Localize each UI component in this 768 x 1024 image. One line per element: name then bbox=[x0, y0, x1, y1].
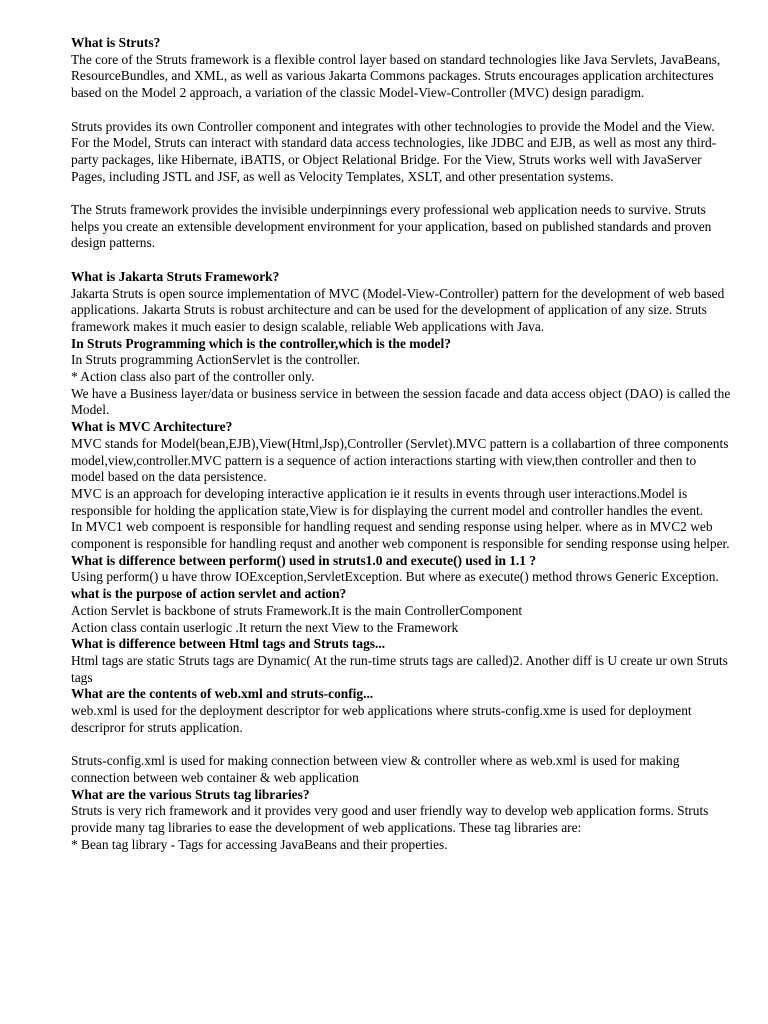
body-paragraph: Struts is very rich framework and it provides very good and user friendly way to develop web application forms. Struts provide many tag libraries to ease the development of web applications. These tag libraries are: bbox=[71, 803, 709, 835]
paragraph-spacer bbox=[71, 736, 733, 753]
document-section bbox=[71, 787, 733, 854]
document-section bbox=[71, 336, 733, 420]
document-section bbox=[71, 269, 733, 336]
section-heading: What are the contents of web.xml and struts-config... bbox=[71, 686, 374, 702]
body-paragraph: The Struts framework provides the invisible underpinnings every professional web application needs to survive. Struts helps you create an extensible development environment for your application, based on published standards and proven design patterns. bbox=[71, 202, 712, 251]
body-paragraph: web.xml is used for the deployment descriptor for web applications where struts-config.xme is used for deployment descripror for struts application. bbox=[71, 703, 692, 735]
paragraph-spacer bbox=[71, 252, 733, 269]
paragraph-spacer bbox=[71, 102, 733, 119]
body-paragraph: MVC stands for Model(bean,EJB),View(Html,Jsp),Controller (Servlet).MVC pattern is a collabartion of three components model,view,controller.MVC pattern is a sequence of action interactions starting with view,then controller and then to model based on the data persistence. bbox=[71, 435, 729, 485]
body-paragraph: * Bean tag library - Tags for accessing JavaBeans and their properties. bbox=[71, 836, 448, 852]
document-section bbox=[71, 35, 733, 269]
section-heading: What is Jakarta Struts Framework? bbox=[71, 268, 280, 284]
paragraph-spacer bbox=[71, 185, 733, 202]
document-section bbox=[71, 636, 733, 686]
section-heading: What is difference between perform() used in struts1.0 and execute() used in 1.1 ? bbox=[71, 552, 537, 568]
body-paragraph: Action Servlet is backbone of struts Framework.It is the main ControllerComponent bbox=[71, 602, 523, 618]
body-paragraph: Using perform() u have throw IOException,ServletException. But where as execute() method throws Generic Exception. bbox=[71, 569, 719, 585]
body-paragraph: * Action class also part of the controller only. bbox=[71, 369, 315, 385]
section-heading: In Struts Programming which is the controller,which is the model? bbox=[71, 335, 451, 351]
body-paragraph: In MVC1 web compoent is responsible for handling request and sending response using helper. where as in MVC2 web component is responsible for handling requst and another web component is responsible for sending response using helper. bbox=[71, 519, 730, 552]
body-paragraph: Struts-config.xml is used for making connection between view & controller where as web.xml is used for making connection between web container & web application bbox=[71, 753, 680, 785]
document-section bbox=[71, 553, 733, 586]
body-paragraph: Jakarta Struts is open source implementation of MVC (Model-View-Controller) pattern for the development of web based applications. Jakarta Struts is robust architecture and can be used for the development of application of any size. Struts framework makes it much easier to design scalable, reliable Web applications with Java. bbox=[71, 285, 725, 334]
body-paragraph: Action class contain userlogic .It return the next View to the Framework bbox=[71, 619, 459, 635]
document-page bbox=[71, 35, 733, 853]
body-paragraph: MVC is an approach for developing interactive application ie it results in events through user interactions.Model is responsible for holding the application state,View is for displaying the current model and controller handles the event. bbox=[71, 485, 704, 518]
section-heading: What is MVC Architecture? bbox=[71, 419, 233, 435]
section-heading: What is difference between Html tags and Struts tags... bbox=[71, 636, 386, 652]
body-paragraph: Html tags are static Struts tags are Dynamic( At the run-time struts tags are called)2. Another diff is U create ur own Struts tags bbox=[71, 652, 728, 685]
document-section bbox=[71, 419, 733, 553]
section-heading: What is Struts? bbox=[71, 35, 161, 50]
section-heading: What are the various Struts tag libraries? bbox=[71, 786, 310, 802]
body-paragraph: Struts provides its own Controller component and integrates with other technologies to provide the Model and the View. For the Model, Struts can interact with standard data access technologies, like JDBC and EJB, as well as most any third-party packages, like Hibernate, iBATIS, or Object Relational Bridge. For the View, Struts works well with JavaServer Pages, including JSTL and JSF, as well as Velocity Templates, XSLT, and other presentation systems. bbox=[71, 118, 717, 184]
section-heading: what is the purpose of action servlet and action? bbox=[71, 586, 347, 602]
document-section bbox=[71, 586, 733, 636]
body-paragraph: In Struts programming ActionServlet is the controller. bbox=[71, 352, 360, 368]
document-section bbox=[71, 686, 733, 786]
body-paragraph: The core of the Struts framework is a flexible control layer based on standard technologies like Java Servlets, JavaBeans, ResourceBundles, and XML, as well as various Jakarta Commons packages. Struts encourages application architectures based on the Model 2 approach, a variation of the classic Model-View-Controller (MVC) design paradigm. bbox=[71, 51, 721, 101]
body-paragraph: We have a Business layer/data or business service in between the session facade and data access object (DAO) is called the Model. bbox=[71, 385, 731, 418]
